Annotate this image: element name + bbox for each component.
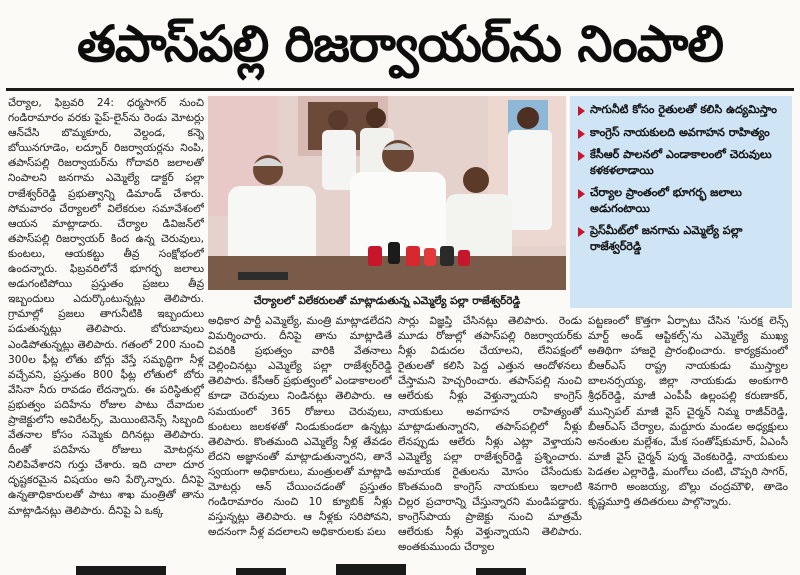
press-meet-photo	[208, 96, 566, 290]
next-article-strip	[6, 562, 794, 575]
article-paragraph: పట్టణంలో కొత్తగా ఏర్పాటు చేసిన 'సురక్ష లెన్స్ మార్ట్ అండ్ ఆప్టికల్స్'ను ఎమ్మెల్యే ముఖ్య అతిథిగా హాజరై ప్రారంభించారు. కార్యక్రమంలో బీఆర్ఎస్ రాష్ట్ర నాయకుడు ముస్త్యాల బాలనర్సయ్య, జిల్లా నాయకుడు అంకుగారి శ్రీధర్‌రెడ్డి, మాజీ ఎంపీపీ ఉల్లంపల్లి కరుణాకర్, మున్సిపల్ మాజీ వైస్ చైర్మన్ నిమ్మ రాజీవ్‌రెడ్డి, బీఆర్ఎస్ చేర్యాల, మద్దూరు మండల అధ్యక్షులు అనంతుల మల్లేశం, మేక సంతోష్‌కుమార్, ఏఎంసీ మాజీ వైస్ చైర్మన్ పుర్మ వెంకటరెడ్డి, నాయకులు పెడతల ఎల్లారెడ్డి, మంగోలు చంటి, చొప్పరి సాగర్, శివగారి అంజయ్య, బొల్లు చంద్రమౌళి, తాడెం కృష్ణమూర్తి తదితరులు పాల్గొన్నారు.	[588, 315, 788, 509]
article-paragraph: అధికార పార్టీ ఎమ్మెల్యే, మంత్రి మాట్లాడలేదని విమర్శించారు. దీనిపై తాను మాట్లాడితే చివరికి ప్రభుత్వం వారికి వేతనాలు చెల్లించినట్లు ఎమ్మెల్యే పల్లా రాజేశ్వర్‌రెడ్డి తెలిపారు. కేసీఆర్ ప్రభుత్వంలో ఎండాకాలంలో కూడా చెరువులు నిండినట్లు తెలిపారు. ఆ సమయంలో 365 రోజులు చెరువులు, కుంటలు జలకళతో నిండుకుండలా ఉన్నట్లు తెలిపారు. కొంతమంది ఎమ్మెల్యే నీళ్ల తేవడం లేదని అజ్ఞానంతో మాట్లాడుతున్నారని, తానే స్వయంగా అధికారులు, మంత్రులతో మాట్లాడి మోటర్లు ఆన్ చేయించడంతో ప్రస్తుతం గండిరామారం నుంచి 10 క్యూబిక్ నీళ్లు వస్తున్నట్లు తెలిపారు. ఆ నీళ్లకు సరిపోవని, అదనంగా నీళ్ల వదలాలని అధికారులకు పలు	[208, 315, 392, 539]
highlight-text: ప్రెస్‌మీట్‌లో జనగామ ఎమ్మెల్యే పల్లా రాజేశ్వర్‌రెడ్డి	[590, 224, 743, 253]
photo-caption: చేర్యాలలో విలేకరులతో మాట్లాడుతున్న ఎమ్మెల్యే పల్లా రాజేశ్వర్‌రెడ్డి	[253, 295, 521, 307]
article-column-1	[8, 96, 204, 558]
triangle-bullet-icon	[578, 227, 585, 237]
highlight-item	[578, 102, 786, 118]
triangle-bullet-icon	[578, 106, 585, 116]
article-column-3	[398, 314, 582, 558]
triangle-bullet-icon	[578, 151, 585, 161]
highlight-item	[578, 125, 786, 141]
headline: తపాస్‌పల్లి రిజర్వాయర్‌ను నింపాలి	[77, 15, 723, 73]
highlights-box	[570, 96, 792, 308]
article-column-2	[208, 314, 392, 558]
headline-rule	[6, 88, 794, 91]
highlight-item	[578, 147, 786, 178]
triangle-bullet-icon	[578, 129, 585, 139]
article-paragraph: చేర్యాల, ఫిబ్రవరి 24: ధర్మసాగర్ నుంచి గండిరామారం వరకు పైప్-లైన్‌ను రెండు మోటర్లు ఆన్‌చేసి బొమ్మకూరు, వెల్దండ, కన్నె బోయినగూడెం, లద్నూర్ రిజర్వాయర్లను నింపి, తపాస్‌పల్లి రిజర్వాయర్‌ను గోదావరి జలాలతో నింపాలని జనగామ ఎమ్మెల్యే డాక్టర్ పల్లా రాజేశ్వర్‌రెడ్డి ప్రభుత్వాన్ని డిమాండ్ చేశారు. సోమవారం చేర్యాలలో విలేకరుల సమావేశంలో ఆయన మాట్లాడారు. చేర్యాల డివిజన్‌లో తపాస్‌పల్లి రిజర్వాయర్ కింద ఉన్న చెరువులు, కుంటలు, ఆయకట్టు తీవ్ర సంక్షోభంలో ఉందన్నారు. ఫిబ్రవరిలోనే భూగర్భ జలాలు అడుగంటిపోయి ప్రస్తుతం ప్రజలు తీవ్ర ఇబ్బందులు ఎదుర్కొంటున్నట్లు తెలిపారు. గ్రామాల్లో ప్రజలు తాగునీటికి ఇబ్బందులు పడుతున్నట్లు తెలిపారు. బోరుబావులు ఎండిపోతున్నట్లు తెలిపారు. గతంలో 200 నుంచి 300ల ఫీట్ల లోతు బోర్లు వేస్తే సమృద్ధిగా నీళ్ల వచ్చేవని, ప్రస్తుతం 800 ఫీట్ల లోతులో బోరు వేసినా నీరు రావడం లేదన్నారు. ఈ పరిస్థితుల్లో ప్రభుత్వం పదిహేను రోజుల పాటు దేవాదుల ప్రాజెక్టులోని అవిరేటర్స్, మెయింటెనెన్స్ సిబ్బంది వేతనాల కోసం సమ్మెకు దిగినట్లు తెలిపారు. దీంతో పదిహేను రోజులు మోటర్లను నిలిపివేశారని గుర్తు చేశారు. ఇది చాలా దూర దృష్టకరమైన విషయం అని పేర్కొన్నారు. దీనిపై ఉన్నతాధికారులతో పాటు శాఖ మంత్రితో తాను మాట్లాడినట్లు తెలిపారు. దీనిపై ఏ ఒక్క	[8, 97, 204, 517]
triangle-bullet-icon	[578, 189, 585, 199]
highlight-text: కాంగ్రెస్ నాయకులది అవగాహన రాహిత్యం	[590, 125, 770, 139]
highlight-text: కేసీఆర్ పాలనలో ఎండాకాలంలో చెరువులు కళకళలాడాయి	[590, 148, 772, 177]
highlight-text: సాగునీటి కోసం రైతులతో కలిసి ఉద్యమిస్తాం	[590, 103, 777, 116]
article-paragraph: సార్లు విజ్ఞప్తి చేసినట్లు తెలిపారు. రెండు మూడు రోజుల్లో తపాస్‌పల్లి రిజర్వాయర్‌కు నీళ్లు విడుదల చేయాలని, లేనిపక్షంలో రైతులతో కలిసి పెద్ద ఎత్తున ఆందోళనలు చేస్తామని హెచ్చరించారు. తపాస్‌పల్లి నుంచి ఆలేరుకు నీళ్లు వెళ్తున్నాయని కాంగ్రెస్ నాయకులు అవగాహన రాహిత్యంతో మాట్లాడుతున్నారని, తపాస్‌పల్లిలో నీళ్లు లేనప్పుడు ఆలేరు నీళ్లు ఎట్లా వెళ్తాయని ఎమ్మెల్యే పల్లా రాజేశ్వర్‌రెడ్డి ప్రశ్నించారు. అమాయక రైతులను మోసం చేసేందుకు కొంతమంది కాంగ్రెస్ నాయకులు ఇలాంటి చిల్లర ప్రచారాన్ని చేస్తున్నారని మండిపడ్డారు. కాంగ్రెస్‌పాయ ప్రాజెక్టు నుంచి మాత్రమే ఆలేరుకు నీళ్లు వెళ్తున్నాయని తెలిపారు. అంతకుముందు చేర్యాల	[398, 315, 582, 554]
highlight-text: చేర్యాల ప్రాంతంలో భూగర్భ జలాలు అడుగంటాయి	[590, 186, 742, 215]
highlight-item	[578, 223, 786, 254]
article-column-4	[588, 314, 788, 558]
highlight-item	[578, 185, 786, 216]
